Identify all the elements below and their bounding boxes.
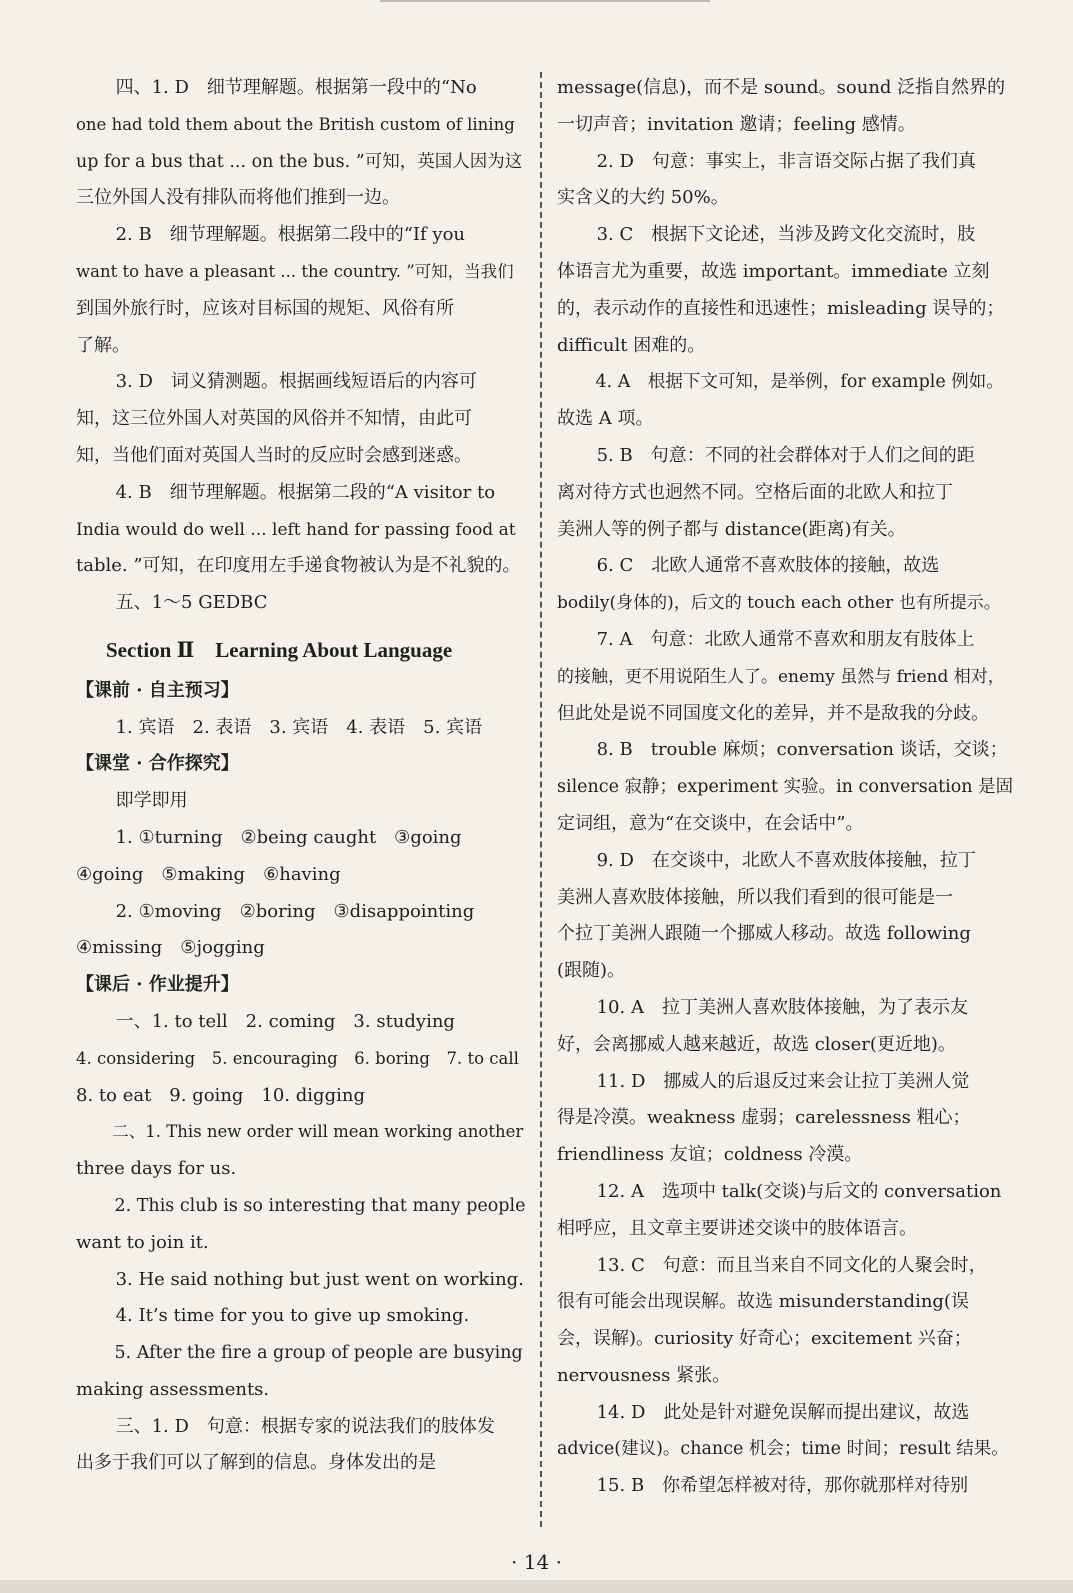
answer-line: 出多于我们可以了解到的信息。身体发出的是: [76, 1452, 436, 1474]
answer-line: 3. He said nothing but just went on working.: [115, 1268, 524, 1290]
answer-line: 1. 宾语 2. 表语 3. 宾语 4. 表语 5. 宾语: [115, 716, 483, 738]
answer-line: 4. It’s time for you to give up smoking.: [115, 1305, 470, 1327]
answer-line: 会，误解)。curiosity 好奇心；excitement 兴奋；: [557, 1328, 972, 1350]
answer-line: ④going ⑤making ⑥having: [76, 863, 341, 885]
answer-line: 2. B 细节理解题。根据第二段中的“If you: [115, 224, 466, 246]
answer-line: (跟随)。: [557, 960, 626, 982]
answer-line: up for a bus that ... on the bus. ”可知，英国人因为这: [76, 151, 523, 172]
answer-line: 4. B 细节理解题。根据第二段的“A visitor to: [115, 481, 496, 503]
answer-line: bodily(身体的)，后文的 touch each other 也有所提示。: [557, 593, 1001, 614]
answer-line: 1. ①turning ②being caught ③going: [115, 826, 462, 848]
answer-line: 三位外国人没有排队而将他们推到一边。: [76, 187, 400, 209]
answer-line: 故选 A 项。: [557, 408, 654, 430]
answer-line: 到国外旅行时，应该对目标国的规矩、风俗有所: [76, 297, 454, 319]
answer-line: table. ”可知，在印度用左手递食物被认为是不礼貌的。: [76, 555, 521, 577]
answer-line: 13. C 句意：而且当来自不同文化的人聚会时，: [596, 1254, 987, 1276]
answer-line: 四、1. D 细节理解题。根据第一段中的“No: [115, 77, 477, 98]
answer-line: 一、1. to tell 2. coming 3. studying: [115, 1010, 455, 1032]
class-header: 【课堂 · 合作探究】: [76, 753, 239, 775]
answer-line: 很有可能会出现误解。故选 misunderstanding(误: [557, 1291, 969, 1313]
answer-line: 7. A 句意：北欧人通常不喜欢和朋友有肢体上: [596, 628, 975, 650]
answer-line: 的，表示动作的直接性和迅速性；misleading 误导的；: [557, 297, 1005, 319]
apply-label: 即学即用: [115, 790, 188, 812]
column-divider: [540, 72, 542, 1527]
answer-line: 3. D 词义猜测题。根据画线短语后的内容可: [115, 371, 477, 393]
answer-line: 10. A 拉丁美洲人喜欢肢体接触，为了表示友: [596, 996, 968, 1018]
answer-line: 实含义的大约 50%。: [557, 187, 729, 209]
answer-line: 个拉丁美洲人跟随一个挪威人移动。故选 following: [557, 923, 971, 945]
answer-line: advice(建议)。chance 机会；time 时间；result 结果。: [557, 1439, 1009, 1460]
answer-line: silence 寂静；experiment 实验。in conversation 是固: [557, 777, 1014, 798]
after-class-header: 【课后 · 作业提升】: [76, 974, 239, 996]
answer-line: 3. C 根据下文论述，当涉及跨文化交流时，肢: [596, 224, 976, 246]
answer-line: want to have a pleasant ... the country. ”可知，当我们: [76, 261, 514, 281]
answer-line: 5. B 句意：不同的社会群体对于人们之间的距: [596, 444, 975, 466]
answer-line: 4. A 根据下文可知，是举例，for example 例如。: [595, 372, 1004, 393]
answer-line: 离对待方式也迥然不同。空格后面的北欧人和拉丁: [557, 481, 953, 503]
top-edge-line: [380, 0, 710, 2]
answer-line: making assessments.: [76, 1378, 270, 1400]
answer-line: three days for us.: [76, 1158, 237, 1180]
answer-line: 好，会离挪威人越来越近，故选 closer(更近地)。: [557, 1033, 956, 1055]
answer-line: 定词组，意为“在交谈中，在会话中”。: [557, 812, 864, 834]
left-column: [76, 70, 526, 1482]
answer-line: 了解。: [76, 334, 130, 356]
answer-line: 5. After the fire a group of people are busying: [114, 1343, 523, 1364]
answer-line: want to join it.: [76, 1231, 209, 1253]
answer-line: one had told them about the British custom of lining: [76, 114, 515, 134]
answer-line: 9. D 在交谈中，北欧人不喜欢肢体接触，拉丁: [596, 849, 976, 871]
answer-line: 得是冷漠。weakness 虚弱；carelessness 粗心；: [557, 1107, 971, 1129]
answer-line: 体语言尤为重要，故选 important。immediate 立刻: [557, 260, 990, 282]
page-number: · 14 ·: [511, 1550, 562, 1574]
answer-line: 三、1. D 句意：根据专家的说法我们的肢体发: [115, 1415, 495, 1437]
answer-line: 相呼应，且文章主要讲述交谈中的肢体语言。: [557, 1217, 917, 1239]
answer-line: 15. B 你希望怎样被对待，那你就那样对待别: [596, 1475, 969, 1497]
answer-line: ④missing ⑤jogging: [76, 937, 265, 959]
answer-line: 2. This club is so interesting that many people: [114, 1195, 526, 1216]
answer-line: 但此处是说不同国度文化的差异，并不是敌我的分歧。: [557, 702, 989, 724]
answer-line: 14. D 此处是针对避免误解而提出建议，故选: [596, 1401, 970, 1423]
answer-line: friendliness 友谊；coldness 冷漠。: [557, 1144, 863, 1166]
answer-line: 11. D 挪威人的后退反过来会让拉丁美洲人觉: [596, 1070, 970, 1092]
answer-line: 二、1. This new order will mean working another: [112, 1122, 524, 1142]
answer-line: 12. A 选项中 talk(交谈)与后文的 conversation: [596, 1180, 1002, 1202]
answer-line: nervousness 紧张。: [557, 1364, 731, 1386]
section-title: Section Ⅱ Learning About Language: [106, 637, 453, 662]
answer-line: 8. B trouble 麻烦；conversation 谈话，交谈；: [596, 739, 1008, 761]
answer-line: 2. ①moving ②boring ③disappointing: [115, 900, 475, 922]
answer-line: 的接触，更不用说陌生人了。enemy 虽然与 friend 相对，: [557, 666, 1005, 687]
answer-line: 知，这三位外国人对英国的风俗并不知情，由此可: [76, 408, 472, 430]
right-column: [557, 70, 1013, 1505]
answer-line: message(信息)，而不是 sound。sound 泛指自然界的: [557, 77, 1006, 98]
answer-line: 2. D 句意：事实上，非言语交际占据了我们真: [596, 150, 976, 172]
answer-line: difficult 困难的。: [557, 334, 706, 356]
page-bottom-edge: [0, 1580, 1073, 1593]
answer-line: 一切声音；invitation 邀请；feeling 感情。: [557, 113, 916, 135]
answer-line: 五、1～5 GEDBC: [115, 592, 268, 614]
preview-header: 【课前 · 自主预习】: [76, 679, 239, 701]
answer-line: 美洲人喜欢肢体接触，所以我们看到的很可能是一: [557, 886, 953, 908]
answer-line: 4. considering 5. encouraging 6. boring 7. to call: [76, 1048, 519, 1068]
answer-line: 美洲人等的例子都与 distance(距离)有关。: [557, 518, 906, 540]
answer-line: 6. C 北欧人通常不喜欢肢体的接触，故选: [596, 555, 940, 577]
answer-line: 8. to eat 9. going 10. digging: [76, 1084, 365, 1106]
answer-line: India would do well ... left hand for passing food at: [76, 519, 516, 540]
answer-line: 知，当他们面对英国人当时的反应时会感到迷惑。: [76, 444, 472, 466]
